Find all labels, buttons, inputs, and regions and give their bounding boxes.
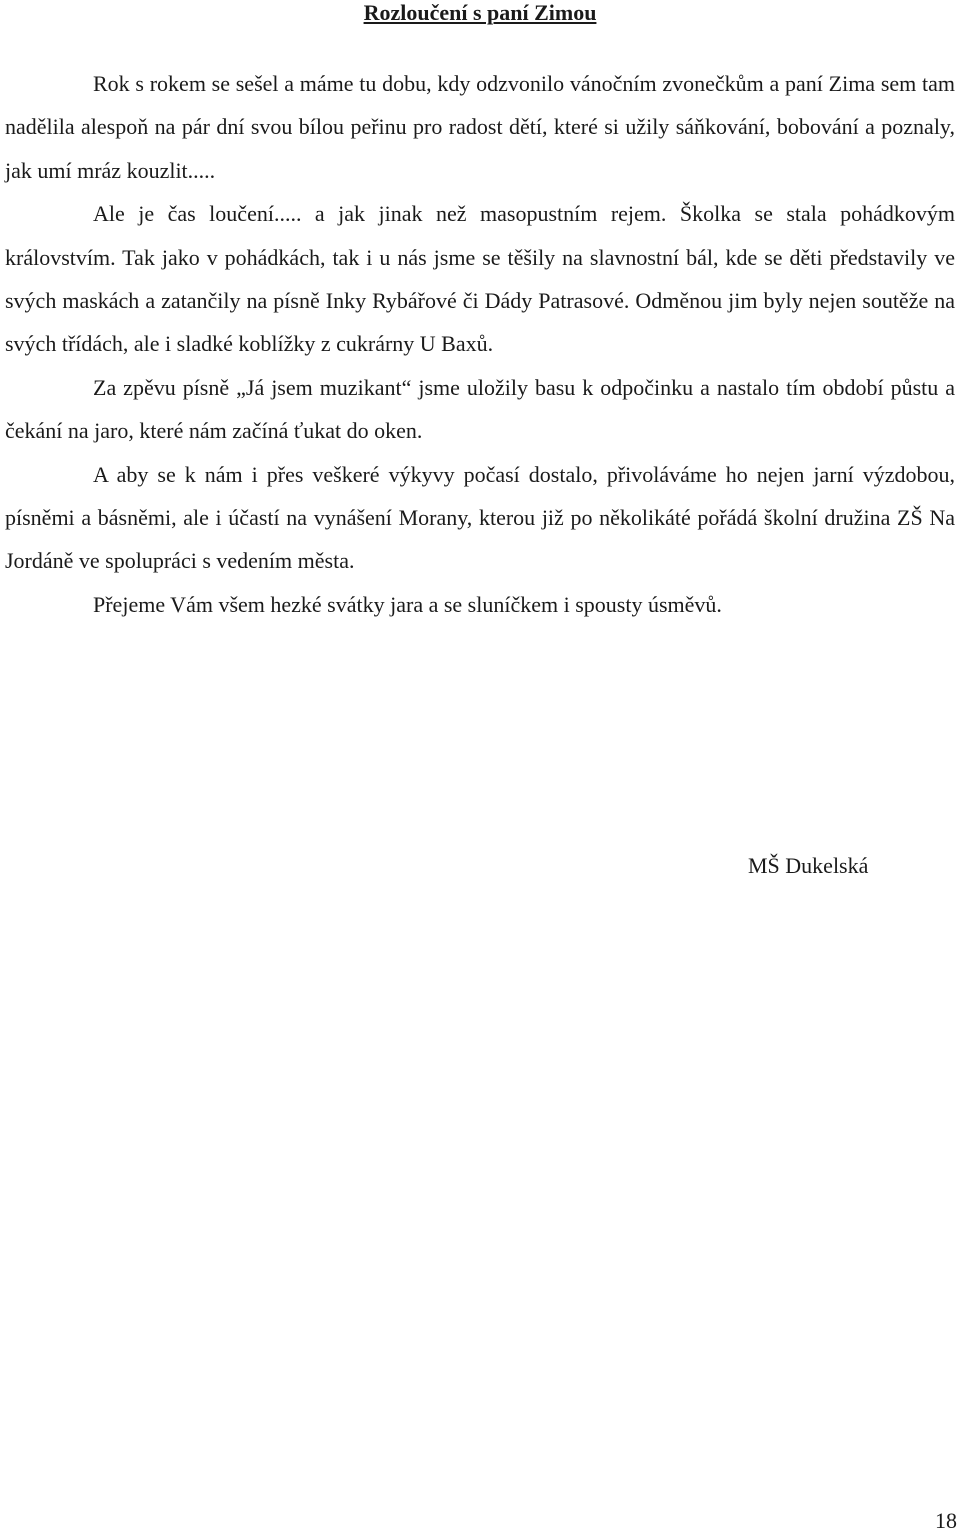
page-number: 18 <box>935 1508 957 1533</box>
document-body <box>5 62 955 626</box>
paragraph: Rok s rokem se sešel a máme tu dobu, kdy odzvonilo vánočním zvonečkům a paní Zima sem tam nadělila alespoň na pár dní svou bílou peřinu pro radost dětí, které si užily sáňkování, bobování a poznaly, jak umí mráz kouzlit..... <box>5 71 955 183</box>
signature: MŠ Dukelská <box>748 853 869 878</box>
document-title: Rozloučení s paní Zimou <box>363 0 597 25</box>
paragraph: A aby se k nám i přes veškeré výkyvy počasí dostalo, přivoláváme ho nejen jarní výzdobou, písněmi a básněmi, ale i účastí na vynášení Morany, kterou již po několikáté pořádá školní družina ZŠ Na Jordáně ve spolupráci s vedením města. <box>5 461 955 574</box>
paragraph: Přejeme Vám všem hezké svátky jara a se sluníčkem i spousty úsměvů. <box>93 591 722 617</box>
paragraph: Za zpěvu písně „Já jsem muzikant“ jsme uložily basu k odpočinku a nastalo tím období půstu a čekání na jaro, které nám začíná ťukat do oken. <box>5 374 955 444</box>
paragraph: Ale je čas loučení..... a jak jinak než masopustním rejem. Školka se stala pohádkovým královstvím. Tak jako v pohádkách, tak i u nás jsme se těšily na slavnostní bál, kde se děti představily ve svých maskách a zatančily na písně Inky Rybářové či Dády Patrasové. Odměnou jim byly nejen soutěže na svých třídách, ale i sladké koblížky z cukrárny U Baxů. <box>5 201 955 357</box>
